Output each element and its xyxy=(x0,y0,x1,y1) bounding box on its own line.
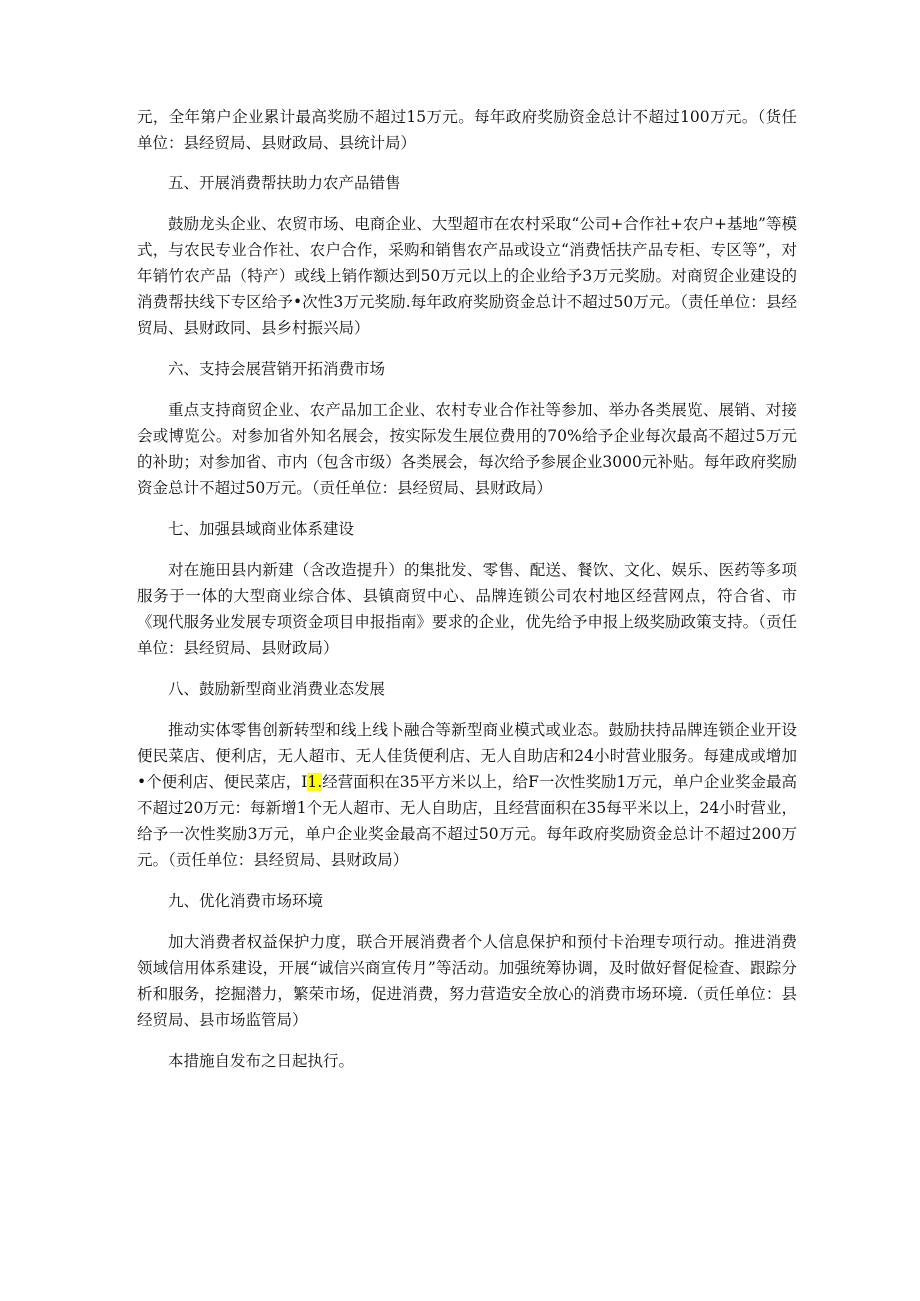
paragraph-section-9: 加大消费者权益保护力度，联合开展消费者个人信息保护和预付卡治理专项行动。推进消费领域信用体系建设，开展“诚信兴商宣传月”等活动。加强统筹协调，及时做好督促检查、跟踪分析和服务，挖掘潜力，繁荣市场，促进消费，努力营造安全放心的消费市场环境.（贡任单位：县经贸局、县市场监管局） xyxy=(137,933,797,1029)
section-heading-9: 九、优化消费市场环境 xyxy=(168,892,324,910)
highlighted-text: 1. xyxy=(307,773,323,791)
paragraph-section-5: 鼓励龙头企业、农贸市场、电商企业、大型超市在农村采取“公司+合作社+农户+基地”等模式，与农民专业合作社、农户合作，采购和销售农产品或设立“消费恬扶产品专柜、专区等”，对年销竹农产品（特产）或线上销作额达到50万元以上的企业给予3万元奖励。对商贸企业建设的消费帮扶线下专区给予•次性3万元奖励.每年政府奖励资金总计不超过50万元。（责任单位：县经贸局、县财政同、县乡村振兴局） xyxy=(137,215,797,337)
paragraph-section-7: 对在施田县内新建（含改造提升）的集批发、零售、配送、餐饮、文化、娱乐、医药等多项服务于一体的大型商业综合体、县镇商贸中心、品牌连锁公司农村地区经营网点，符合省、市《现代服务业发展专项资金项目申报指南》要求的企业，优先给予申报上级奖励政策支持。（贡任单位：县经贸局、县财政局） xyxy=(137,561,797,657)
paragraph-text-after-highlight: 经营面积在35平方米以上，给F一次性奖励1万元，单户企业奖金最高不超过20万元：每新增1个无人超市、无人自助店，且经营面积在35每平米以上，24小时营业，给予一次性奖励3万元，单户企业奖金最高不超过50万元。每年政府奖励资金总计不超过200万元。（贡任单位：县经贸局、县财政局） xyxy=(137,773,797,869)
section-heading-8: 八、鼓励新型商业消费业态发展 xyxy=(168,680,386,698)
document-page xyxy=(137,104,797,1074)
section-heading-7: 七、加强县域商业体系建设 xyxy=(168,520,355,538)
paragraph-section-8 xyxy=(137,717,797,873)
paragraph-section-6: 重点支持商贸企业、农产品加工企业、农村专业合作社等参加、举办各类展览、展销、对接会或博览公。对参加省外知名展会，按实际发生展位费用的70%给予企业每次最高不超过5万元的补助；对参加省、市内（包含市级）各类展会，每次给予参展企业3000元补贴。每年政府奖励资金总计不超过50万元。（贡任单位：县经贸局、县财政局） xyxy=(137,401,797,497)
paragraph-text-before-highlight: 推动实体零售创新转型和线上线卜融合等新型商业模式或业态。鼓励扶持品牌连锁企业开设便民菜店、便利店，无人超市、无人佳货便利店、无人自助店和24小时营业服务。每建成或增加•个便利店、便民菜店，I xyxy=(137,721,797,791)
section-heading-5: 五、开展消费帮扶助力农产品错售 xyxy=(168,174,401,192)
closing-statement: 本措施自发布之日起执行。 xyxy=(168,1052,355,1070)
section-heading-6: 六、支持会展营销开拓消费市场 xyxy=(168,360,386,378)
paragraph-continuation: 元，全年第户企业累计最高奖励不超过15万元。每年政府奖励资金总计不超过100万元。（货任单位：县经贸局、县财政局、县统计局） xyxy=(137,108,797,152)
